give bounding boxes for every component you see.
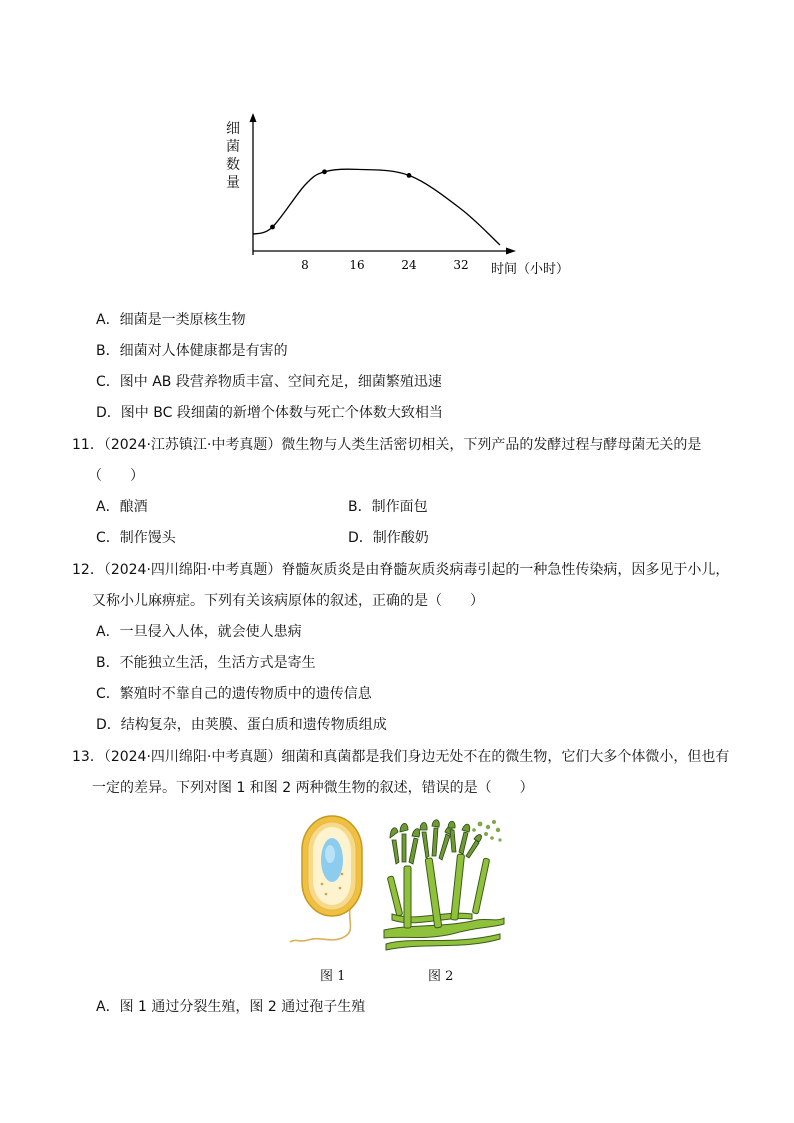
q12-stem-text-1: （2024·四川绵阳·中考真题）脊髓灰质炎是由脊髓灰质炎病毒引起的一种急性传染病，因多见于小儿， [103,562,730,578]
q13-number: 13． [72,749,104,765]
q11-stem-text: （2024·江苏镇江·中考真题）微生物与人类生活密切相关，下列产品的发酵过程与酵母菌无关的是 [103,437,702,453]
q10-option-d: D．图中 BC 段细菌的新增个体数与死亡个体数大致相当 [96,405,443,421]
x-tick-label: 32 [453,258,469,272]
q10-option-c: C．图中 AB 段营养物质丰富、空间充足，细菌繁殖迅速 [96,374,442,390]
q12-stem-line2: 又称小儿麻痹症。下列有关该病原体的叙述，正确的是（ ） [92,593,484,609]
q11-stem [72,435,701,455]
bacterium-icon [290,816,362,942]
figure-2-penicillium [382,818,506,954]
figure-2-caption: 图 2 [428,969,454,984]
growth-chart [240,110,590,285]
q12-stem-line1 [72,560,729,580]
chart-ylabel-text: 细菌数量 [226,121,240,191]
y-axis-arrow [250,113,257,122]
curve-point-3 [407,173,412,178]
q10-option-a: A．细菌是一类原核生物 [96,312,246,328]
penicillium-icon [384,820,504,950]
x-tick-labels [301,258,468,272]
q12-option-c: C．繁殖时不靠自己的遗传物质中的遗传信息 [96,686,372,702]
q10-option-b: B．细菌对人体健康都是有害的 [96,343,288,359]
curve-point-2 [322,169,327,174]
curve-points [270,169,411,229]
q13-option-a: A．图 1 通过分裂生殖，图 2 通过孢子生殖 [96,999,366,1015]
curve-point-1 [270,225,275,230]
q13-stem-line2: 一定的差异。下列对图 1 和图 2 两种微生物的叙述，错误的是（ ） [92,780,534,796]
q11-option-d: D．制作酸奶 [348,530,429,546]
x-tick-label: 16 [349,258,365,272]
chart-xlabel: 时间（小时） [491,262,570,277]
q12-number: 12． [72,562,104,578]
chart-ylabel [225,120,241,192]
q11-option-b: B．制作面包 [348,499,428,515]
q12-option-a: A．一旦侵入人体，就会使人患病 [96,624,302,640]
q13-stem-text-1: （2024·四川绵阳·中考真题）细菌和真菌都是我们身边无处不在的微生物，它们大多个体微小，但也有 [103,749,730,765]
figure-1-caption: 图 1 [320,969,346,984]
q13-stem-line1 [72,747,729,767]
chart-axes [250,113,517,255]
x-tick-label: 24 [401,258,417,272]
series-line [253,169,500,245]
q11-option-a: A．酿酒 [96,499,148,515]
q11-paren: （ ） [88,468,144,484]
figure-1-bacterium [282,812,382,952]
q12-option-b: B．不能独立生活，生活方式是寄生 [96,655,316,671]
q12-option-d: D．结构复杂，由荚膜、蛋白质和遗传物质组成 [96,717,387,733]
q11-number: 11． [72,437,104,453]
q11-option-c: C．制作馒头 [96,530,176,546]
x-axis-arrow [506,248,516,255]
x-tick-label: 8 [301,258,309,272]
